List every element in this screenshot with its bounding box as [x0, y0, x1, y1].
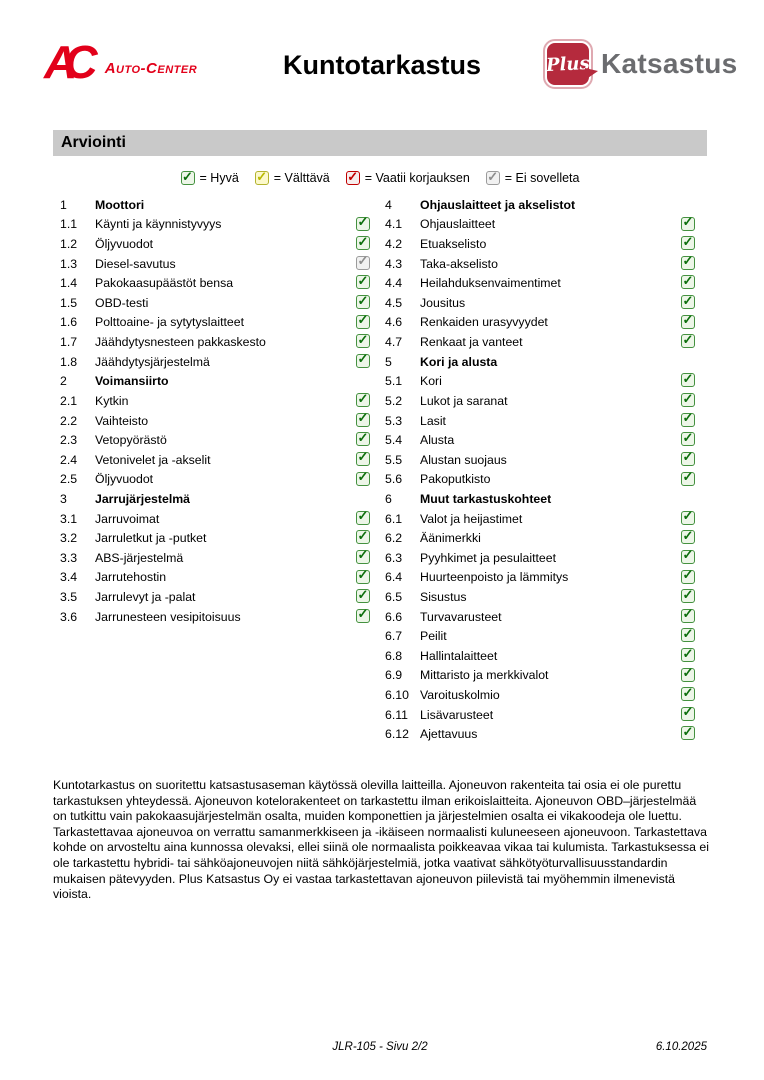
- item-number: 6.11: [385, 707, 409, 722]
- item-label: Renkaat ja vanteet: [420, 335, 523, 350]
- item-label: Kori: [420, 374, 442, 389]
- green-checkbox-icon: [356, 217, 370, 231]
- item-number: 4.4: [385, 276, 403, 291]
- item-label: Hallintalaitteet: [420, 648, 498, 663]
- checklist-row: [378, 568, 708, 588]
- item-number: 6.10: [385, 688, 409, 703]
- item-number: 6.3: [385, 550, 403, 565]
- item-number: 5.5: [385, 452, 403, 467]
- green-checkbox-icon: [681, 452, 695, 466]
- auto-center-monogram-icon: AC: [44, 36, 85, 88]
- green-checkbox-icon: [356, 354, 370, 368]
- item-label: Öljyvuodot: [95, 237, 154, 252]
- green-checkbox-icon: [356, 432, 370, 446]
- item-label: Pakokaasupäästöt bensa: [95, 276, 234, 291]
- item-number: 3.1: [60, 511, 78, 526]
- item-number: 3: [60, 491, 67, 506]
- item-number: 3.2: [60, 531, 78, 546]
- item-number: 6.12: [385, 727, 409, 742]
- checklist-row: [53, 234, 383, 254]
- green-checkbox-icon: [356, 511, 370, 525]
- checklist-row: [378, 626, 708, 646]
- green-checkbox-icon: [356, 550, 370, 564]
- checklist-row: [53, 607, 383, 627]
- green-checkbox-icon: [681, 726, 695, 740]
- item-number: 1.1: [60, 217, 78, 232]
- checklist-row: [378, 587, 708, 607]
- gray-checkbox-icon: [486, 171, 500, 185]
- green-checkbox-icon: [181, 171, 195, 185]
- green-checkbox-icon: [356, 315, 370, 329]
- item-number: 3.3: [60, 550, 78, 565]
- item-label: Jäähdytysnesteen pakkaskesto: [95, 335, 266, 350]
- checklist-row: [378, 646, 708, 666]
- item-label: Jarrutehostin: [95, 570, 167, 585]
- disclaimer-text: Kuntotarkastus on suoritettu katsastusaseman käytössä olevilla laitteilla. Ajoneuvon rakenteita tai osia ei ole purettu tarkastuksen yhteydessä. Ajoneuvon kotelorakenteet on tarkastettu ilman erikoislaitteita. Ajoneuvon OBD–järjestelmää on tutkittu vain pakokaasujärjestelmän osalta, muiden komponettien ja järjestelmien osalta ei vikakoodeja ole luettu. Tarkastettavaa ajoneuvoa on verrattu samanmerkkiseen ja -ikäiseen normaalisti kuluneeseen ajoneuvoon. Tarkastettava kohde on arvosteltu aina kunnossa olevaksi, ellei siinä ole normaalista poikkeavaa vikaa tai kulumista. Tarkastuksessa ei ole tarkastettu hybridi- tai sähköajoneuvojen niitä sähköjärjestelmiä, jotka vaativat sähkötyöturvallisuusstandardin mukaisen pätevyyden. Plus Katsastus Oy ei vastaa tarkastettavan ajoneuvon piilevistä tai myöhemmin ilmenevistä vioista.: [53, 778, 709, 902]
- checklist-row: [53, 411, 383, 431]
- checklist-row: [378, 273, 708, 293]
- checklist-row: [378, 332, 708, 352]
- section-header-row: [378, 489, 708, 509]
- item-label: Peilit: [420, 629, 447, 644]
- item-label: Heilahduksenvaimentimet: [420, 276, 561, 291]
- item-label: Valot ja heijastimet: [420, 511, 523, 526]
- legend-item-green: [181, 171, 239, 185]
- item-label: Ohjauslaitteet: [420, 217, 496, 232]
- item-number: 6.7: [385, 629, 403, 644]
- checklist-row: [378, 450, 708, 470]
- green-checkbox-icon: [681, 530, 695, 544]
- item-number: 2.2: [60, 413, 78, 428]
- item-number: 6.1: [385, 511, 403, 526]
- item-number: 1.8: [60, 354, 78, 369]
- item-number: 2.5: [60, 472, 78, 487]
- legend-label: = Hyvä: [199, 171, 239, 185]
- item-number: 2: [60, 374, 67, 389]
- item-label: Renkaiden urasyvyydet: [420, 315, 548, 330]
- checklist-row: [53, 509, 383, 529]
- item-label: Polttoaine- ja sytytyslaitteet: [95, 315, 244, 330]
- legend-label: = Vaatii korjauksen: [364, 171, 470, 185]
- checklist-row: [378, 254, 708, 274]
- item-number: 4: [385, 197, 392, 212]
- green-checkbox-icon: [681, 413, 695, 427]
- checklist-col-left: [53, 195, 383, 626]
- green-checkbox-icon: [681, 373, 695, 387]
- green-checkbox-icon: [356, 334, 370, 348]
- item-label: Jousitus: [420, 295, 466, 310]
- green-checkbox-icon: [681, 472, 695, 486]
- green-checkbox-icon: [681, 511, 695, 525]
- green-checkbox-icon: [681, 295, 695, 309]
- checklist-row: [53, 587, 383, 607]
- section-header-row: [378, 195, 708, 215]
- checklist-row: [53, 528, 383, 548]
- item-number: 1.4: [60, 276, 78, 291]
- checklist-row: [378, 470, 708, 490]
- item-number: 6.4: [385, 570, 403, 585]
- red-checkbox-icon: [346, 171, 360, 185]
- section-title: Jarrujärjestelmä: [95, 491, 191, 506]
- item-number: 4.6: [385, 315, 403, 330]
- item-label: Pakoputkisto: [420, 472, 491, 487]
- item-number: 3.5: [60, 589, 78, 604]
- green-checkbox-icon: [356, 530, 370, 544]
- item-number: 2.4: [60, 452, 78, 467]
- item-number: 4.7: [385, 335, 403, 350]
- section-title: Moottori: [95, 197, 145, 212]
- item-label: Huurteenpoisto ja lämmitys: [420, 570, 569, 585]
- checklist-row: [378, 528, 708, 548]
- section-header-row: [53, 489, 383, 509]
- item-number: 6.6: [385, 609, 403, 624]
- item-label: Jarruvoimat: [95, 511, 160, 526]
- checklist-row: [378, 548, 708, 568]
- checklist-row: [53, 332, 383, 352]
- speech-bubble-tail-icon: [585, 68, 598, 80]
- item-label: Öljyvuodot: [95, 472, 154, 487]
- item-number: 5.1: [385, 374, 403, 389]
- gray-checkbox-icon: [356, 256, 370, 270]
- item-number: 6.5: [385, 589, 403, 604]
- item-number: 4.3: [385, 256, 403, 271]
- checklist-row: [53, 293, 383, 313]
- item-number: 5.2: [385, 393, 403, 408]
- section-header-row: [378, 352, 708, 372]
- item-label: Jarrunesteen vesipitoisuus: [95, 609, 241, 624]
- checklist-row: [53, 430, 383, 450]
- item-number: 6: [385, 491, 392, 506]
- item-label: Alusta: [420, 433, 455, 448]
- item-label: OBD-testi: [95, 295, 149, 310]
- page-title: Kuntotarkastus: [282, 50, 482, 80]
- checklist-row: [378, 215, 708, 235]
- checklist-row: [378, 411, 708, 431]
- checklist-row: [378, 724, 708, 744]
- item-number: 4.5: [385, 295, 403, 310]
- section-title: Voimansiirto: [95, 374, 169, 389]
- item-label: Turvavarusteet: [420, 609, 502, 624]
- green-checkbox-icon: [681, 589, 695, 603]
- item-label: Taka-akselisto: [420, 256, 498, 271]
- item-label: Pyyhkimet ja pesulaitteet: [420, 550, 557, 565]
- checklist-row: [53, 254, 383, 274]
- green-checkbox-icon: [681, 707, 695, 721]
- green-checkbox-icon: [681, 570, 695, 584]
- green-checkbox-icon: [356, 452, 370, 466]
- checklist-row: [378, 391, 708, 411]
- item-label: Vetopyörästö: [95, 433, 167, 448]
- green-checkbox-icon: [681, 217, 695, 231]
- green-checkbox-icon: [356, 472, 370, 486]
- section-title: Ohjauslaitteet ja akselistot: [420, 197, 576, 212]
- green-checkbox-icon: [681, 275, 695, 289]
- document-id-page-number: JLR-105 - Sivu 2/2: [332, 1041, 428, 1053]
- green-checkbox-icon: [681, 315, 695, 329]
- item-number: 5.3: [385, 413, 403, 428]
- green-checkbox-icon: [681, 628, 695, 642]
- plus-katsastus-logo: [545, 41, 738, 87]
- item-number: 1.3: [60, 256, 78, 271]
- item-label: Sisustus: [420, 589, 467, 604]
- item-number: 6.9: [385, 668, 403, 683]
- item-label: Ajettavuus: [420, 727, 478, 742]
- item-label: ABS-järjestelmä: [95, 550, 184, 565]
- checklist-row: [53, 450, 383, 470]
- green-checkbox-icon: [356, 236, 370, 250]
- checklist-row: [53, 352, 383, 372]
- item-label: Jarrulevyt ja -palat: [95, 589, 196, 604]
- green-checkbox-icon: [356, 393, 370, 407]
- item-number: 2.3: [60, 433, 78, 448]
- checklist-row: [378, 313, 708, 333]
- section-title: Kori ja alusta: [420, 354, 498, 369]
- item-label: Jäähdytysjärjestelmä: [95, 354, 210, 369]
- plus-logo-text: Plus: [545, 52, 591, 76]
- item-label: Äänimerkki: [420, 531, 481, 546]
- item-label: Alustan suojaus: [420, 452, 507, 467]
- legend-label: = Välttävä: [273, 171, 330, 185]
- checklist-row: [378, 430, 708, 450]
- green-checkbox-icon: [681, 334, 695, 348]
- item-label: Käynti ja käynnistyvyys: [95, 217, 222, 232]
- item-number: 1.5: [60, 295, 78, 310]
- item-number: 1.2: [60, 237, 78, 252]
- green-checkbox-icon: [681, 687, 695, 701]
- green-checkbox-icon: [681, 393, 695, 407]
- green-checkbox-icon: [681, 550, 695, 564]
- checklist-row: [53, 391, 383, 411]
- item-number: 4.2: [385, 237, 403, 252]
- checklist-row: [378, 607, 708, 627]
- checklist-row: [378, 293, 708, 313]
- legend-item-red: [346, 171, 470, 185]
- item-label: Lukot ja saranat: [420, 393, 508, 408]
- item-number: 2.1: [60, 393, 78, 408]
- legend-label: = Ei sovelleta: [504, 171, 580, 185]
- item-label: Vaihteisto: [95, 413, 149, 428]
- checklist-row: [53, 470, 383, 490]
- item-label: Kytkin: [95, 393, 129, 408]
- item-label: Varoituskolmio: [420, 688, 500, 703]
- checklist-row: [53, 215, 383, 235]
- item-number: 1.6: [60, 315, 78, 330]
- checklist-row: [378, 371, 708, 391]
- checklist-row: [378, 705, 708, 725]
- green-checkbox-icon: [681, 609, 695, 623]
- checklist-row: [53, 313, 383, 333]
- checklist-row: [53, 273, 383, 293]
- item-number: 1: [60, 197, 67, 212]
- item-number: 3.6: [60, 609, 78, 624]
- item-number: 5.4: [385, 433, 403, 448]
- katsastus-logo-text: Katsastus: [601, 48, 738, 79]
- section-header-row: [53, 371, 383, 391]
- item-number: 6.8: [385, 648, 403, 663]
- item-number: 5: [385, 354, 392, 369]
- item-label: Lisävarusteet: [420, 707, 494, 722]
- item-number: 4.1: [385, 217, 403, 232]
- item-number: 1.7: [60, 335, 78, 350]
- checklist-row: [53, 548, 383, 568]
- legend-item-yellow: [255, 171, 330, 185]
- green-checkbox-icon: [356, 589, 370, 603]
- green-checkbox-icon: [681, 668, 695, 682]
- item-label: Etuakselisto: [420, 237, 487, 252]
- checklist-row: [53, 568, 383, 588]
- green-checkbox-icon: [681, 236, 695, 250]
- green-checkbox-icon: [681, 648, 695, 662]
- checklist-row: [378, 685, 708, 705]
- checklist-row: [378, 234, 708, 254]
- item-label: Lasit: [420, 413, 446, 428]
- green-checkbox-icon: [356, 570, 370, 584]
- green-checkbox-icon: [681, 256, 695, 270]
- section-header-arviointi: Arviointi: [53, 130, 707, 156]
- green-checkbox-icon: [681, 432, 695, 446]
- legend: [53, 171, 707, 185]
- section-title: Muut tarkastuskohteet: [420, 491, 552, 506]
- checklist-col-right: [378, 195, 708, 744]
- item-label: Vetonivelet ja -akselit: [95, 452, 211, 467]
- item-label: Jarruletkut ja -putket: [95, 531, 207, 546]
- green-checkbox-icon: [356, 413, 370, 427]
- checklist-row: [378, 509, 708, 529]
- yellow-checkbox-icon: [255, 171, 269, 185]
- item-label: Diesel-savutus: [95, 256, 176, 271]
- legend-item-gray: [486, 171, 580, 185]
- item-number: 6.2: [385, 531, 403, 546]
- green-checkbox-icon: [356, 295, 370, 309]
- item-number: 3.4: [60, 570, 78, 585]
- green-checkbox-icon: [356, 275, 370, 289]
- footer-date: 6.10.2025: [655, 1041, 707, 1053]
- section-header-row: [53, 195, 383, 215]
- checklist-row: [378, 666, 708, 686]
- item-number: 5.6: [385, 472, 403, 487]
- auto-center-logo-text: Auto-Center: [104, 60, 198, 77]
- item-label: Mittaristo ja merkkivalot: [420, 668, 549, 683]
- plus-logo-badge-icon: [545, 41, 591, 87]
- green-checkbox-icon: [356, 609, 370, 623]
